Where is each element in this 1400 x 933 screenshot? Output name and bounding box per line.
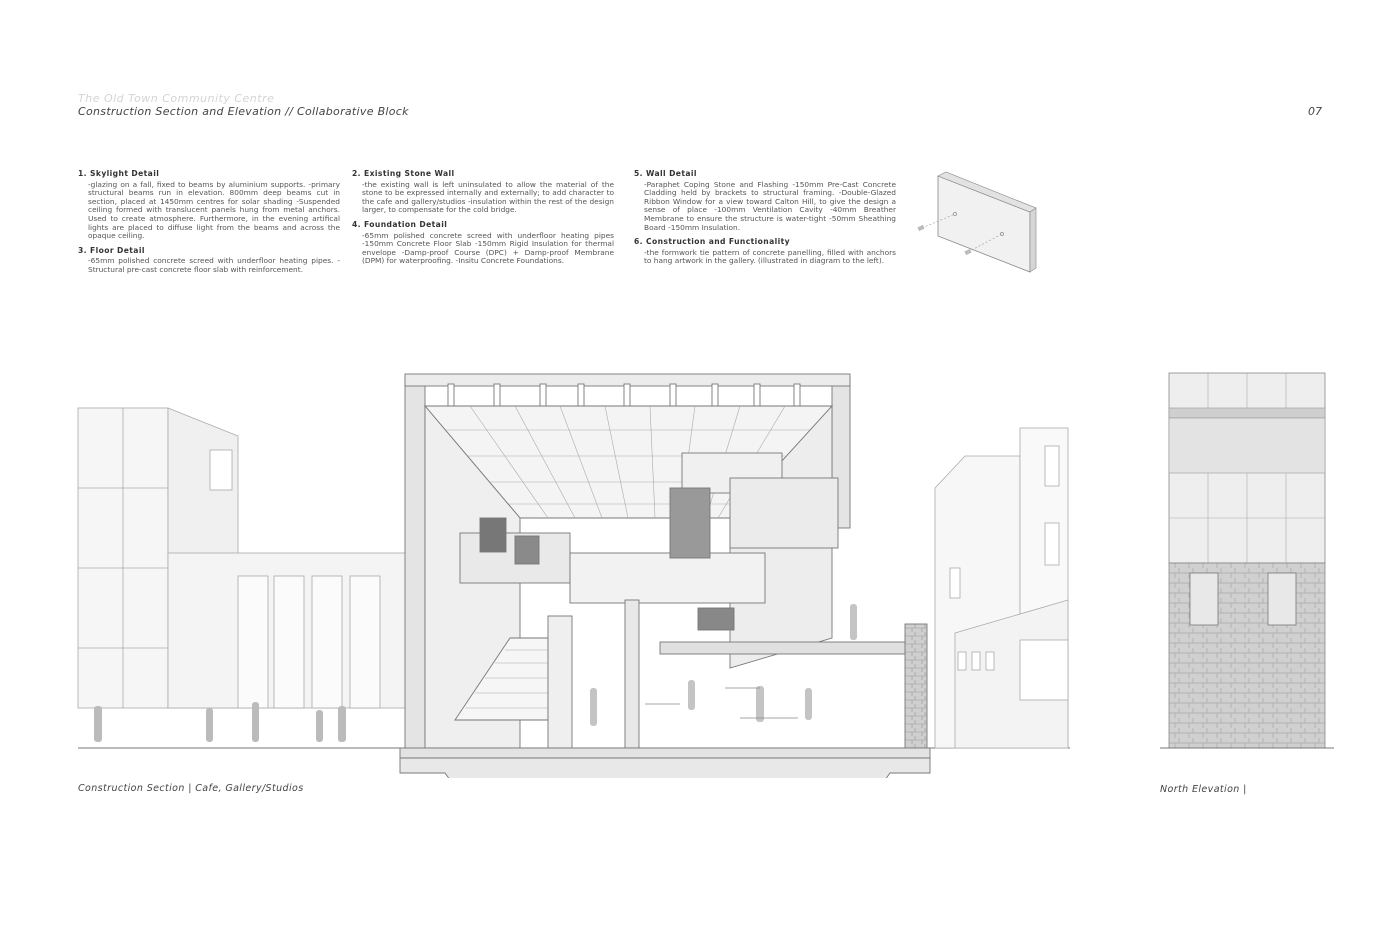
note-skylight — [78, 170, 340, 241]
right-neighbour-building — [935, 428, 1068, 748]
elevation-caption: North Elevation | — [1160, 784, 1247, 795]
note-text: -Paraphet Coping Stone and Flashing -150mm Pre-Cast Concrete Cladding held by brackets to structural framing. -Double-Glazed Ribbon Window for a view toward Calton Hill, to give the design a sense of place -100mm Ventilation Cavity -40mm Breather Membrane to ensure the structure is water-tight -50mm Sheathing Board -150mm Insulation. — [644, 179, 896, 232]
sheet-title: Construction Section and Elevation // Collaborative Block — [78, 105, 409, 118]
note-text: -65mm polished concrete screed with underfloor heating pipes. -Structural pre-cast concrete floor slab with reinforcement. — [88, 256, 340, 274]
note-construction — [634, 238, 896, 266]
note-text: -65mm polished concrete screed with underfloor heating pipes -150mm Concrete Floor Slab -150mm Rigid Insulation for thermal envelope -Damp-proof Course (DPC) + Damp-proof Membrane (DPM) for waterproofing. -Insitu Concrete Foundations. — [362, 230, 614, 266]
note-heading: 2. Existing Stone Wall — [352, 169, 455, 178]
page-number: 07 — [1308, 105, 1322, 118]
ribbon-window-head — [1169, 408, 1325, 418]
note-foundation — [352, 221, 614, 266]
notes-column-3 — [634, 170, 896, 272]
north-elevation-drawing — [1158, 368, 1338, 753]
window-right — [1268, 573, 1296, 625]
ribbon-window — [1169, 418, 1325, 473]
window-left — [1190, 573, 1218, 625]
note-heading: 1. Skylight Detail — [78, 169, 160, 178]
note-floor — [78, 247, 340, 275]
note-stone-wall — [352, 170, 614, 215]
note-heading: 4. Foundation Detail — [352, 219, 448, 229]
note-wall-detail — [634, 170, 896, 232]
note-heading: 5. Wall Detail — [634, 169, 697, 178]
section-caption: Construction Section | Cafe, Gallery/Studios — [78, 783, 304, 794]
formwork-panel-diagram — [910, 168, 1040, 278]
note-text: -glazing on a fall, fixed to beams by aluminium supports. -primary structural beams run in elevation. 800mm deep beams cut in section, placed at 1450mm centres for solar shading -Suspended ceiling formed with translucent panels hung from metal anchors. Used to create atmosphere. Furthermore, in the evening artifical lights are placed to diffuse light from the beams and across the opaque ceiling. — [88, 179, 340, 241]
note-heading: 3. Floor Detail — [78, 245, 145, 255]
note-text: -the existing wall is left uninsulated to allow the material of the stone to be expressed internally and externally; to add character to the cafe and gallery/studios -insulation within the rest of the design larger, to compensate for the cold bridge. — [362, 179, 614, 215]
notes-column-1 — [78, 170, 340, 281]
notes-column-2 — [352, 170, 614, 272]
cafe-tables — [645, 688, 798, 718]
left-neighbour-building — [78, 408, 413, 708]
project-title: The Old Town Community Centre — [78, 92, 275, 105]
note-heading: 6. Construction and Functionality — [634, 237, 791, 247]
construction-section-drawing — [70, 368, 1080, 778]
section-building — [400, 374, 930, 778]
note-text: -the formwork tie pattern of concrete panelling, filled with anchors to hang artwork in the gallery. (illustrated in diagram to the left). — [644, 247, 896, 266]
